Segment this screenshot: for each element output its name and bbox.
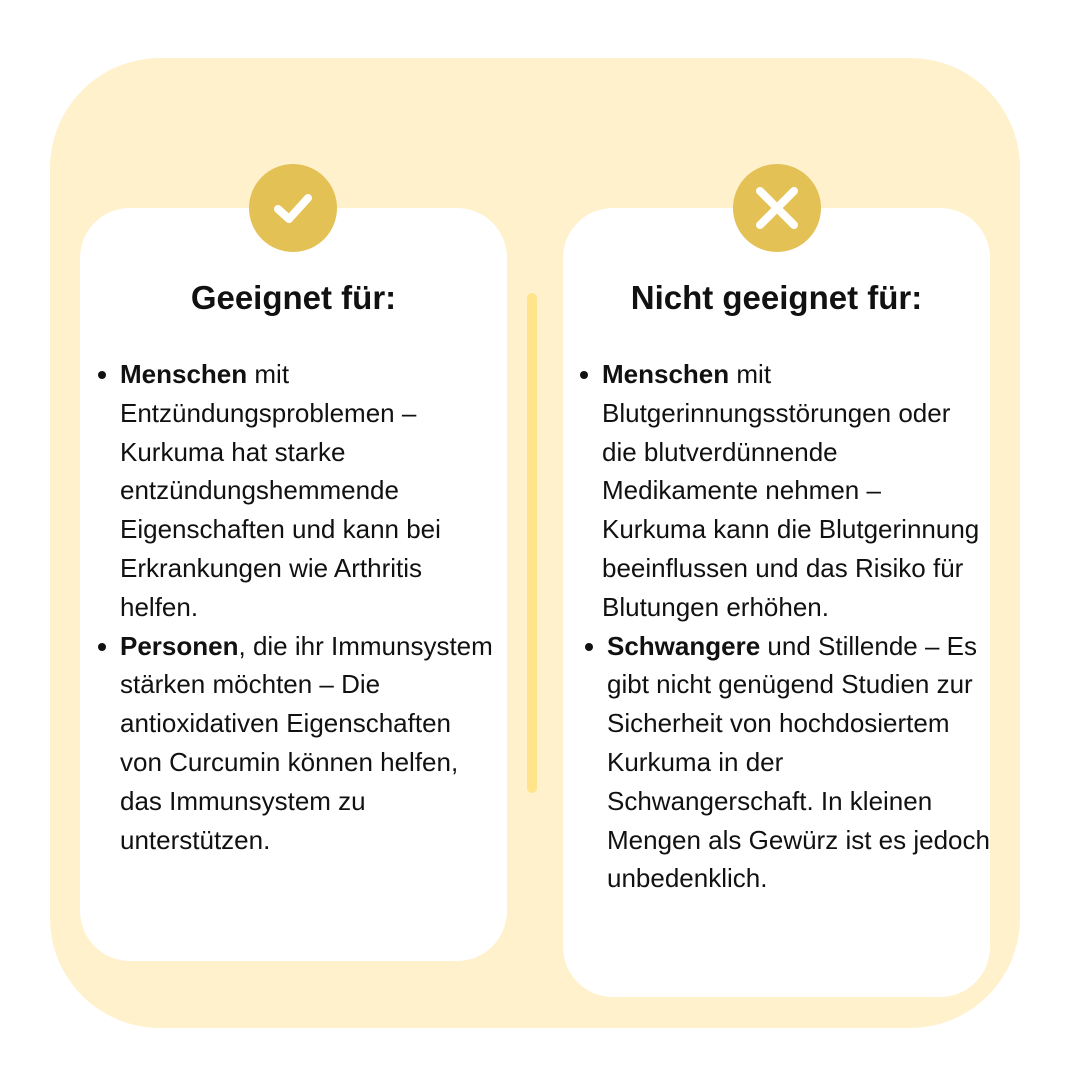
center-divider xyxy=(527,293,537,793)
list-item-text: mit Entzündungsproblemen – Kurkuma hat starke entzündungshemmende Eigenschaften und kann bei Erkrankungen wie Arthritis helfen. xyxy=(120,359,441,622)
list-item-bold: Menschen xyxy=(602,359,730,389)
check-badge xyxy=(249,164,337,252)
list-item xyxy=(602,355,990,627)
x-badge xyxy=(733,164,821,252)
list-item-text: , die ihr Immunsystem stärken möchten – Die antioxidativen Eigenschaften von Curcumin können helfen, das Immunsystem zu unterstützen. xyxy=(120,630,493,855)
list-item-bold: Personen xyxy=(120,630,239,661)
suitable-list xyxy=(120,355,500,859)
list-item xyxy=(120,627,500,860)
list-item xyxy=(120,355,500,627)
list-item-bold: Schwangere xyxy=(607,630,761,661)
unsuitable-list xyxy=(602,355,990,898)
unsuitable-title: Nicht geeignet für: xyxy=(630,279,923,316)
check-icon xyxy=(268,183,318,233)
list-item-bold: Menschen xyxy=(120,359,248,389)
list-item xyxy=(607,627,990,899)
suitable-title: Geeignet für: xyxy=(190,279,397,316)
list-item-text: mit Blutgerinnungsstörungen oder die blutverdünnende Medikamente nehmen – Kurkuma kann die Blutgerinnung beeinflussen und das Risiko für Blutungen erhöhen. xyxy=(602,359,980,622)
x-icon xyxy=(752,183,802,233)
list-item-text: und Stillende – Es gibt nicht genügend Studien zur Sicherheit von hochdosiertem Kurkuma in der Schwangerschaft. In kleinen Mengen als Gewürz ist es jedoch unbedenklich. xyxy=(607,630,990,894)
